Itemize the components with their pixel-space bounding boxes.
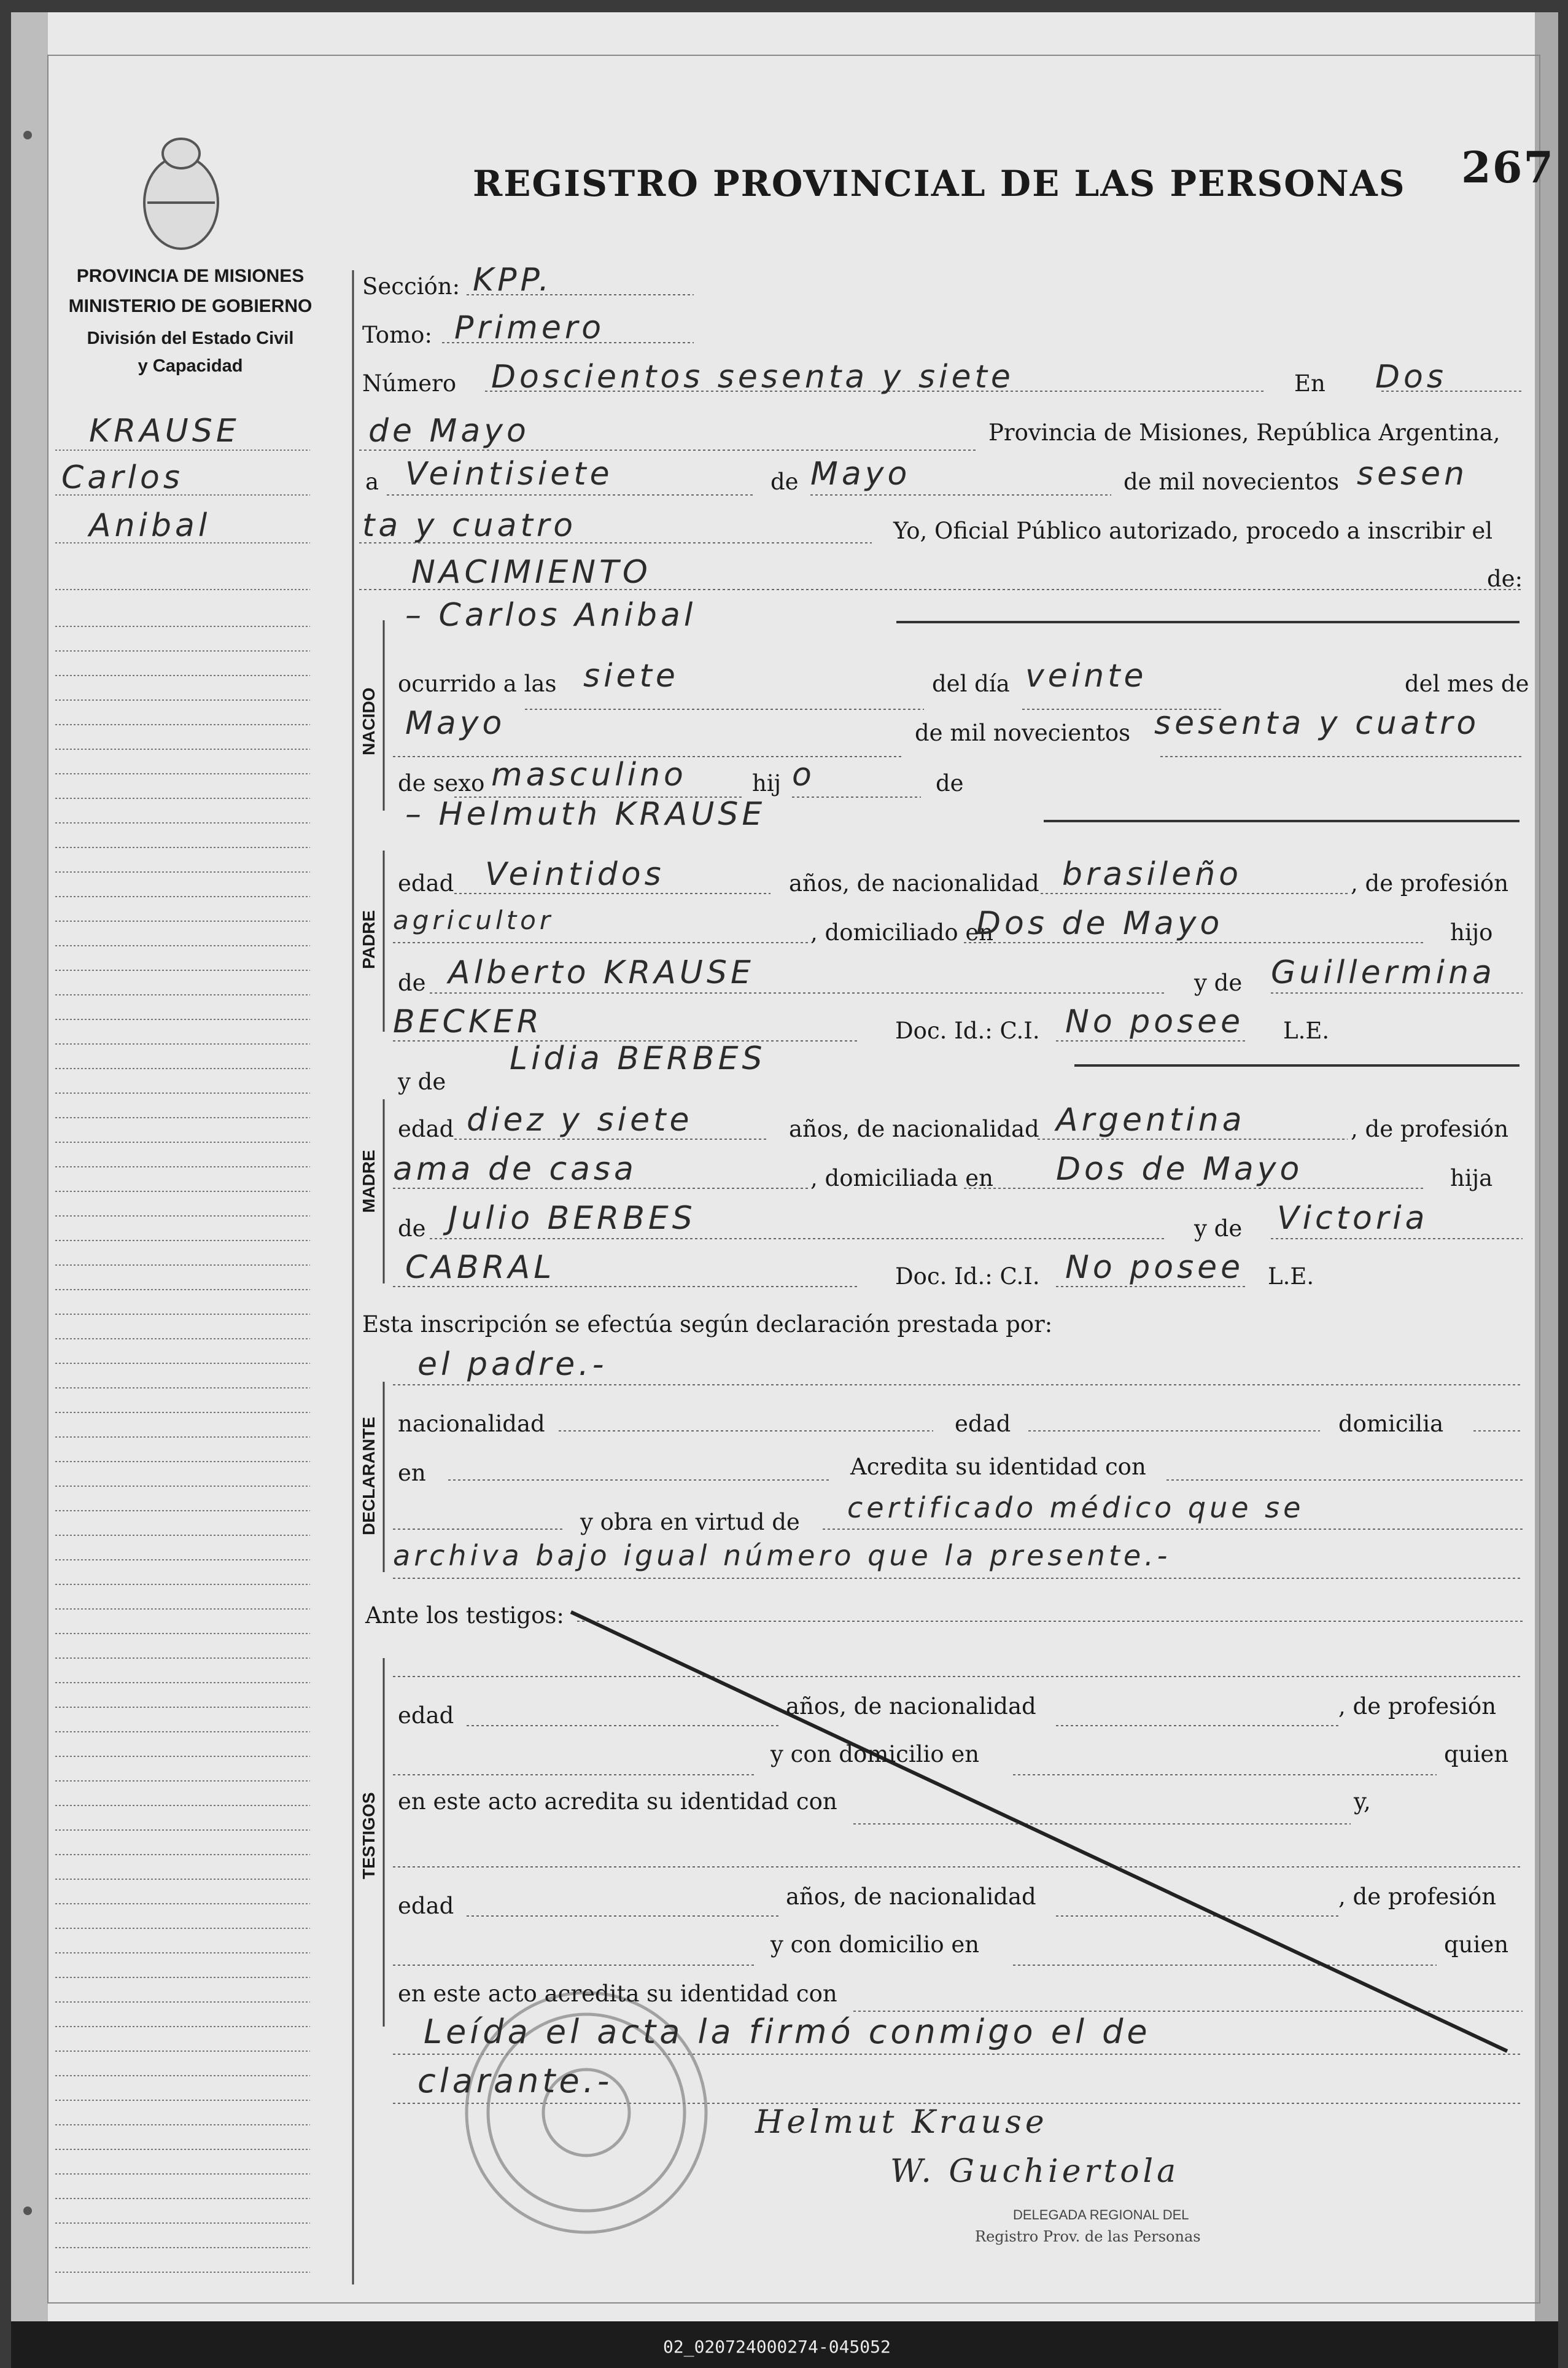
document-id: 02_020724000274-045052 [663,2337,891,2357]
madre-nacionalidad-label: años, de nacionalidad [789,1116,1039,1142]
margin-first-name: Carlos [61,459,184,496]
dia-value: veinte [1025,658,1147,695]
testigo1-acredita-label: en este acto acredita su identidad con [398,1788,837,1815]
madre-mother-name: Victoria [1277,1200,1429,1237]
declarante-intro: Esta inscripción se efectúa según declaración prestada por: [362,1311,1053,1338]
declarante-obra-label: y obra en virtud de [580,1509,800,1535]
margin-second-name: Anibal [89,507,211,544]
madre-de-label: de [398,1215,426,1242]
padre-mother-name: Guillermina [1271,954,1496,991]
oficial-text: Yo, Oficial Público autorizado, procedo a inscribir el [893,518,1493,544]
padre-de-label: de [398,970,426,996]
a-value: Veintisiete [405,456,613,493]
testigo2-acredita-label: en este acto acredita su identidad con [398,1980,837,2007]
testigo1-nacionalidad-label: años, de nacionalidad [786,1693,1036,1720]
madre-edad-value: diez y siete [467,1102,693,1139]
signature-declarant: Helmut Krause [755,2104,1048,2141]
year-value-2: ta y cuatro [362,507,577,544]
testigo1-edad-label: edad [398,1702,454,1729]
madre-y-de-label-2: y de [1194,1215,1243,1242]
stamp-line-1: DELEGADA REGIONAL DEL [1013,2207,1189,2222]
padre-domiciliado-label: , domiciliado en [810,919,994,946]
nacido-name: – Carlos Anibal [405,597,697,634]
dia-label: del día [932,671,1010,697]
declarante-domicilia-label: domicilia [1338,1411,1444,1437]
province-heading: PROVINCIA DE MISIONES [76,266,305,286]
sexo-label: de sexo [398,770,485,796]
testigo1-domicilio-label: y con domicilio en [770,1741,980,1767]
madre-mother-surname: CABRAL [405,1249,556,1286]
madre-nacionalidad-value: Argentina [1056,1102,1246,1139]
declarante-obra-value-2: archiva bajo igual número que la presente.- [393,1539,1171,1572]
madre-doc-value: No posee [1065,1249,1244,1286]
division-heading-2: y Capacidad [138,356,243,376]
en-label: En [1294,370,1325,397]
closing-line-1: Leída el acta la firmó conmigo el de [424,2012,1151,2051]
madre-section-label: MADRE [359,1150,378,1213]
mil-novecientos-label: de mil novecientos [1124,469,1340,495]
madre-father-name: Julio BERBES [448,1200,696,1237]
madre-le-label: L.E. [1268,1263,1314,1290]
hijo-value: o [792,757,815,793]
nacido-section-label: NACIDO [359,687,378,755]
division-heading-1: División del Estado Civil [87,329,294,348]
padre-nacionalidad-value: brasileño [1062,856,1243,893]
nacido-mil-label: de mil novecientos [915,720,1131,746]
hora-value: siete [583,658,679,695]
madre-y-de-label: y de [398,1069,446,1095]
a-label: a [365,469,379,495]
padre-section-label: PADRE [359,910,378,969]
declarante-edad-label: edad [955,1411,1011,1437]
madre-domicilio-value: Dos de Mayo [1056,1151,1303,1188]
seccion-value: KPP. [473,262,553,298]
de-colon-label: de: [1487,566,1523,592]
madre-edad-label: edad [398,1116,454,1142]
stamp-line-2: Registro Prov. de las Personas [975,2228,1201,2245]
padre-profesion-value: agricultor [393,905,554,935]
de-label: de [770,469,799,495]
testigo2-profesion-label: , de profesión [1338,1883,1497,1910]
padre-hijo-label: hijo [1450,919,1493,946]
padre-edad-label: edad [398,870,454,897]
de-value: Mayo [810,456,911,493]
tomo-value: Primero [454,310,605,346]
padre-doc-label: Doc. Id.: C.I. [895,1018,1040,1044]
declarante-obra-value-1: certificado médico que se [847,1491,1305,1524]
testigos-section-label: TESTIGOS [359,1792,378,1879]
padre-nacionalidad-label: años, de nacionalidad [789,870,1039,897]
testigo1-quien-label: quien [1444,1741,1509,1767]
padre-father-name: Alberto KRAUSE [448,954,755,991]
madre-profesion-label: , de profesión [1351,1116,1509,1142]
ministry-heading: MINISTERIO DE GOBIERNO [68,296,312,316]
padre-domicilio-value: Dos de Mayo [976,905,1224,942]
testigo2-domicilio-label: y con domicilio en [770,1931,980,1958]
en-value-2: de Mayo [368,413,530,450]
registry-title: REGISTRO PROVINCIAL DE LAS PERSONAS [473,163,1406,204]
madre-hija-label: hija [1450,1165,1493,1191]
mes-label: del mes de [1405,671,1529,697]
declarante-section-label: DECLARANTE [359,1417,378,1535]
testigo2-edad-label: edad [398,1893,454,1919]
seccion-label: Sección: [362,273,460,300]
madre-profesion-value: ama de casa [393,1151,637,1188]
padre-edad-value: Veintidos [485,856,665,893]
acto-value: NACIMIENTO [411,554,651,591]
padre-profesion-label: , de profesión [1351,870,1509,897]
padre-y-de-label: y de [1194,970,1243,996]
testigos-intro: Ante los testigos: [365,1602,564,1629]
ocurrido-label: ocurrido a las [398,671,557,697]
testigo2-quien-label: quien [1444,1931,1509,1958]
en-value-1: Dos [1375,359,1447,395]
provincia-text: Provincia de Misiones, República Argentina, [988,419,1500,446]
sexo-value: masculino [491,757,687,793]
testigo2-nacionalidad-label: años, de nacionalidad [786,1883,1036,1910]
declarante-en-label: en [398,1460,426,1486]
hijo-label: hij [752,770,782,796]
madre-doc-label: Doc. Id.: C.I. [895,1263,1040,1290]
signature-officer: W. Guchiertola [890,2153,1180,2190]
declarante-value: el padre.- [417,1346,608,1383]
closing-line-2: clarante.- [417,2062,613,2100]
padre-doc-value: No posee [1065,1003,1244,1040]
padre-mother-surname: BECKER [393,1003,543,1040]
padre-le-label: L.E. [1283,1018,1330,1044]
year-value-1: sesen [1357,456,1469,493]
mes-value: Mayo [405,705,506,742]
anio-value: sesenta y cuatro [1154,705,1480,742]
testigo1-y-label: y, [1354,1788,1371,1815]
padre-name: – Helmuth KRAUSE [405,796,766,833]
declarante-nacionalidad-label: nacionalidad [398,1411,545,1437]
declarante-acredita-label: Acredita su identidad con [850,1454,1146,1480]
madre-name: Lidia BERBES [510,1040,766,1077]
testigo1-profesion-label: , de profesión [1338,1693,1497,1720]
numero-value: Doscientos sesenta y siete [491,359,1014,395]
numero-label: Número [362,370,457,397]
tomo-label: Tomo: [362,322,432,348]
madre-domiciliada-label: , domiciliada en [810,1165,993,1191]
margin-surname: KRAUSE [89,413,240,450]
page-number: 267 [1461,142,1555,193]
nacido-de-label: de [936,770,964,796]
